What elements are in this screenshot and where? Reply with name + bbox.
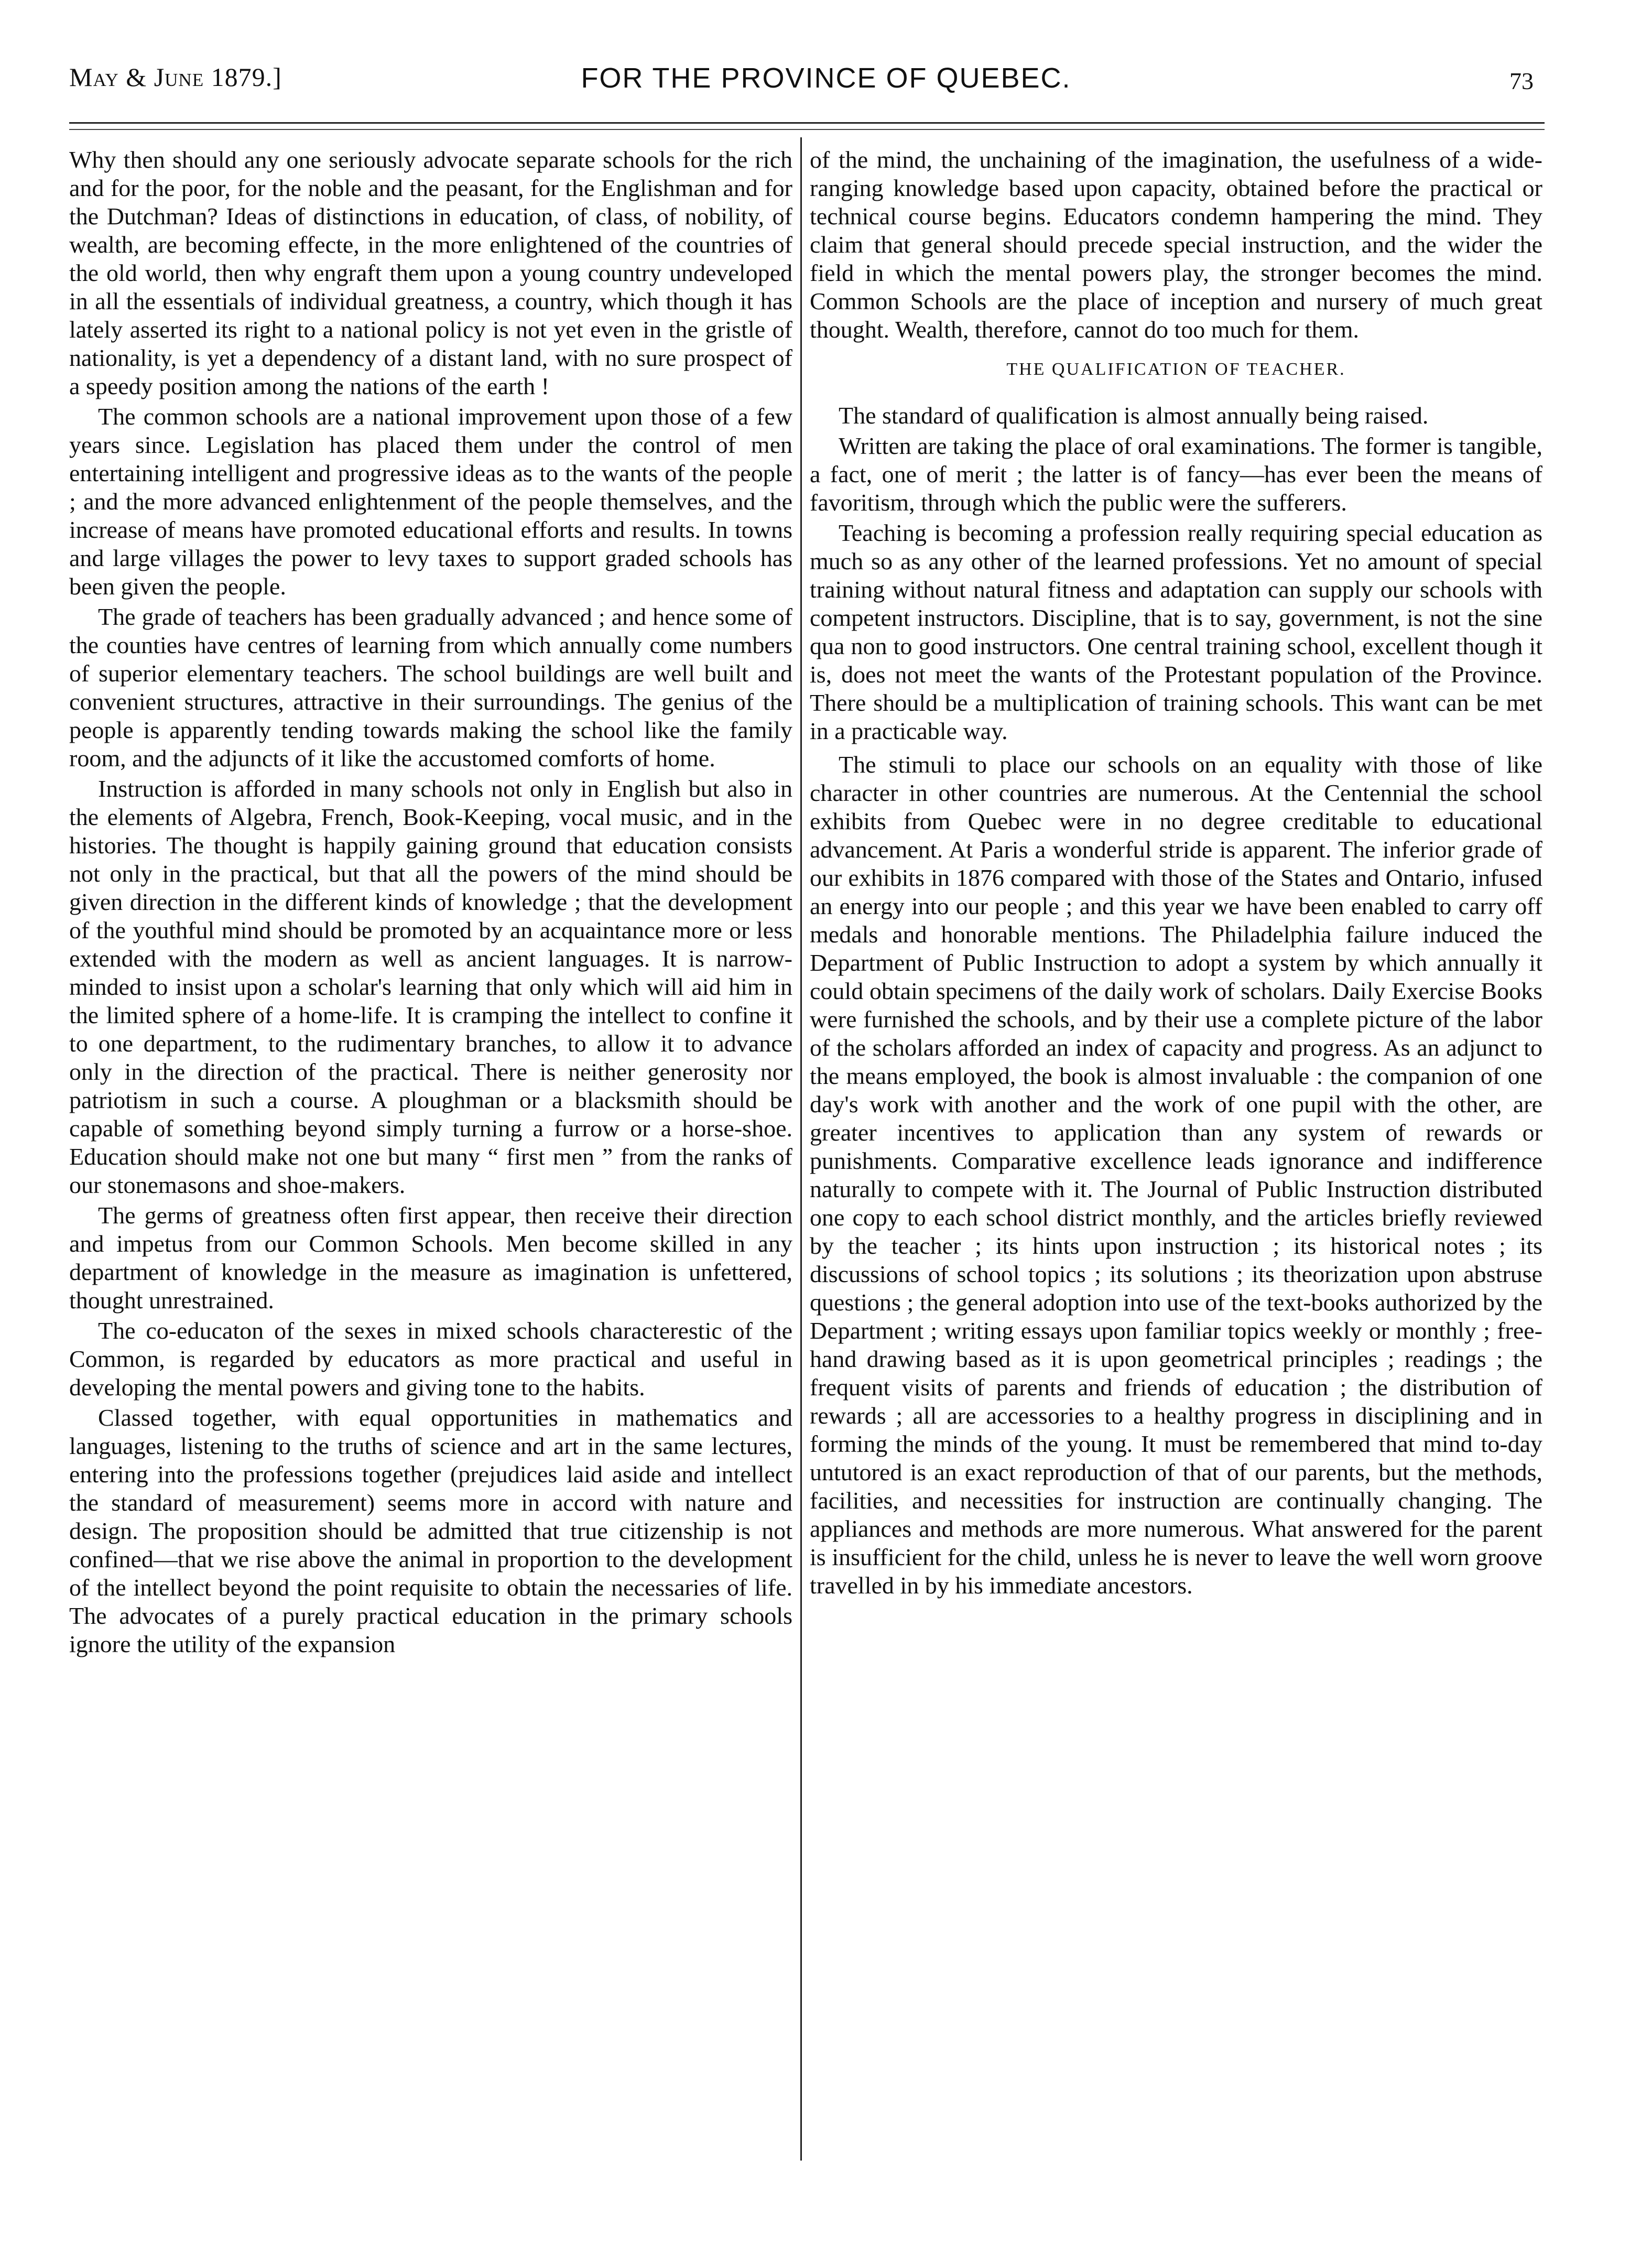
paragraph: Written are taking the place of oral examinations. The former is tangible, a fact, one of merit ; the latter is of fancy—has ever been the means of favoritism, through which the public were the sufferers. bbox=[810, 432, 1542, 516]
header-rule-secondary bbox=[69, 129, 1545, 130]
header-rule bbox=[69, 122, 1545, 124]
paragraph: Why then should any one seriously advocate separate schools for the rich and for the poor, for the noble and the peasant, for the Englishman and for the Dutchman? Ideas of distinctions in education, of class, of nobility, of wealth, are becoming effecte, in the more enlightened of the countries of the old world, then why engraft them upon a young country undeveloped in all the essentials of individual greatness, a country, which though it has lately asserted its right to a national policy is not yet even in the gristle of nationality, is yet a dependency of a distant land, with no sure prospect of a speedy position among the nations of the earth ! bbox=[69, 146, 792, 399]
paragraph: Teaching is becoming a profession really requiring special education as much so as any other of the learned professions. Yet no amount of special training without natural fitness and adaptation can supply our schools with competent instructors. Discipline, that is to say, government, is not the sine qua non to good instructors. One central training school, excellent though it is, does not meet the wants of the Protestant population of the Province. There should be a multiplication of training schools. This want can be met in a practicable way. bbox=[810, 519, 1542, 744]
paragraph: The co-educaton of the sexes in mixed schools characterestic of the Common, is regarded by educators as more practical and useful in developing the mental powers and giving tone to the habits. bbox=[69, 1317, 792, 1401]
page-number: 73 bbox=[1509, 68, 1534, 94]
paragraph: The stimuli to place our schools on an equality with those of like character in other countries are numerous. At the Centennial the school exhibits from Quebec were in no degree creditable to educational advancement. At Paris a wonderful stride is apparent. The inferior grade of our exhibits in 1876 compared with those of the States and Ontario, infused an energy into our people ; and this year we have been enabled to carry off medals and honorable mentions. The Philadelphia failure induced the Department of Public Instruction to adopt a system by which annually it could obtain specimens of the daily work of scholars. Daily Exercise Books were furnished the schools, and by their use a complete picture of the labor of the scholars afforded an index of capacity and progress. As an adjunct to the means employed, the book is almost invaluable : the companion of one day's work with another and the work of one pupil with the other, are greater incentives to application than any system of rewards or punishments. Comparative excellence leads ignorance and indifference naturally to compete with it. The Journal of Public Instruction distributed one copy to each school district monthly, and the articles briefly reviewed by the teacher ; its hints upon instruction ; its historical notes ; its discussions of school topics ; its solutions ; its theorization upon abstruse questions ; the general adoption into use of the text-books authorized by the Department ; writing essays upon familiar topics weekly or monthly ; free-hand drawing based as it is upon geometrical principles ; readings ; the frequent visits of parents and friends of education ; the distribution of rewards ; all are accessories to a healthy progress in disciplining and in forming the minds of the young. It must be remembered that mind to-day untutored is an exact reproduction of that of our parents, but the methods, facilities, and necessities for instruction are continually changing. The appliances and methods are more numerous. What answered for the parent is insufficient for the child, unless he is never to leave the well worn groove travelled in by his immediate ancestors. bbox=[810, 751, 1542, 1599]
paragraph-continuation: of the mind, the unchaining of the imagination, the usefulness of a wide-ranging knowledge based upon capacity, obtained before the practical or technical course begins. Educators condemn hampering the mind. They claim that general should precede special instruction, and the wider the field in which the mental powers play, the stronger becomes the mind. Common Schools are the place of inception and nursery of much great thought. Wealth, therefore, cannot do too much for them. bbox=[810, 146, 1542, 343]
paragraph: The germs of greatness often first appear, then receive their direction and impetus from our Common Schools. Men become skilled in any department of knowledge in the measure as imagination is unfettered, thought unrestrained. bbox=[69, 1202, 792, 1314]
column-divider bbox=[800, 137, 802, 2161]
paragraph: The common schools are a national improvement upon those of a few years since. Legislation has placed them under the control of men entertaining intelligent and progressive ideas as to the wants of the people ; and the more advanced enlightenment of the people themselves, and the increase of means have promoted educational efforts and results. In towns and large villages the power to levy taxes to support graded schools has been given the people. bbox=[69, 403, 792, 600]
paragraph: Classed together, with equal opportunities in mathematics and languages, listening to the truths of science and art in the same lectures, entering into the professions together (prejudices laid aside and intellect the standard of measurement) seems more in accord with nature and design. The proposition should be admitted that true citizenship is not confined—that we rise above the animal in proportion to the development of the intellect beyond the point requisite to obtain the necessaries of life. The advocates of a purely practical education in the primary schools ignore the utility of the expansion bbox=[69, 1404, 792, 1657]
running-head-title: FOR THE PROVINCE OF QUEBEC. bbox=[581, 62, 1071, 94]
paragraph: Instruction is afforded in many schools not only in English but also in the elements of Algebra, French, Book-Keeping, vocal music, and in the histories. The thought is happily gaining ground that education consists not only in the practical, but that all the powers of the mind should be given direction in the different kinds of knowledge ; that the development of the youthful mind should be promoted by an acquaintance more or less extended with the modern as well as ancient languages. It is narrow-minded to insist upon a scholar's learning that only which will aid him in the limited sphere of a home-life. It is cramping the intellect to confine it to one department, to the rudimentary branches, to allow it to advance only in the direction of the practical. There is neither generosity nor patriotism in such a course. A ploughman or a blacksmith should be capable of something beyond simply turning a furrow or a horse-shoe. Education should make not one but many “ first men ” from the ranks of our stonemasons and shoe-makers. bbox=[69, 775, 792, 1198]
right-column bbox=[810, 146, 1542, 1602]
section-heading: THE QUALIFICATION OF TEACHER. bbox=[1006, 360, 1346, 379]
left-column bbox=[69, 146, 792, 1661]
paragraph: The grade of teachers has been gradually advanced ; and hence some of the counties have centres of learning from which annually come numbers of superior elementary teachers. The school buildings are well built and convenient structures, attractive in their surroundings. The genius of the people is apparently tending towards making the school like the family room, and the adjuncts of it like the accustomed comforts of home. bbox=[69, 603, 792, 772]
paragraph: The standard of qualification is almost annually being raised. bbox=[839, 402, 1429, 429]
running-head-date: May & June 1879.] bbox=[69, 62, 282, 92]
